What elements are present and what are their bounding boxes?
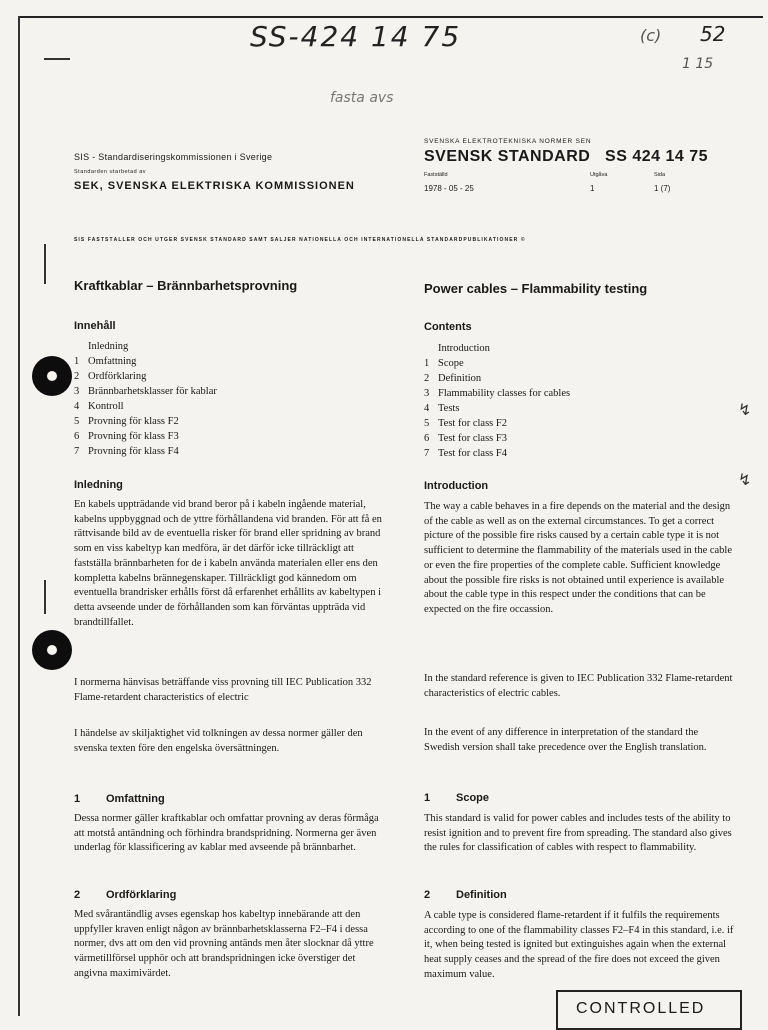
section-1-heading-swedish: 1 Omfattning: [74, 793, 165, 805]
precedence-text-swedish: I händelse av skiljaktighet vid tolkningen av dessa normer gäller den svenska texten före den engelska översättningen.: [74, 728, 363, 754]
header-prepared-by-label: Standarden utarbetad av: [74, 169, 147, 175]
toc-swedish: [74, 339, 217, 459]
page-border-left: [18, 16, 20, 1016]
meta-label-edition: Utgåva: [590, 172, 608, 178]
reference-text-swedish: I normerna hänvisas beträffande viss provning till IEC Publication 332 Flame-retardent characteristics of electric: [74, 677, 372, 703]
intro-text-english: The way a cable behaves in a fire depends on the material and the design of the cable as well as on the external circumstances. To get a correct picture of the possible fire risks caused by a certain cable type it is not sufficient to determine the flammability of the materials used in the cable or even the fire properties of the complete cable. Sufficient knowledge about the possible fire risks is not obtained until experience is available about the cable type in this respect under the conditions that can be expected on the fire occassion.: [424, 501, 732, 615]
precedence-text-english: In the event of any difference in interpretation of the standard the Swedish version shall take precedence over the English translation.: [424, 727, 707, 753]
contents-heading-english: Contents: [424, 321, 472, 333]
toc-item: 6 Provning för klass F3: [74, 431, 179, 442]
standard-number: SS 424 14 75: [605, 148, 708, 165]
handwritten-marks: 1 15: [682, 56, 714, 72]
meta-label-date: Fastställd: [424, 172, 448, 178]
section-1-heading-english: 1 Scope: [424, 792, 490, 804]
section-2-text-swedish: Med svårantändlig avses egenskap hos kabeltyp innebärande att den uppfyller kraven enligt någon av brännbarhetsklasserna F2–F4 i dessa normer, dvs att om den vid provning antänds men åter slocknar då yttre värmetillförsel upphör och att brandspridningen icke överstiger det angivna maximivärdet.: [74, 909, 374, 979]
meta-page: 1 (7): [654, 184, 671, 193]
meta-date: 1978 - 05 - 25: [424, 184, 474, 193]
header-sek: SEK, SVENSKA ELEKTRISKA KOMMISSIONEN: [74, 180, 355, 192]
toc-item: 5 Test for class F2: [424, 418, 507, 429]
header-left: [74, 152, 404, 192]
section-1-text-swedish: Dessa normer gäller kraftkablar och omfattar provning av deras förmåga att motstå antändning och förhindra brandspridning. Normerna ger även underlag för klassificering av kablar med avseende på brännbarhet.: [74, 813, 379, 854]
toc-item: Introduction: [438, 343, 490, 354]
margin-scan-mark: ↯: [738, 400, 752, 419]
handwritten-scribble: fasta avs: [330, 90, 394, 106]
section-1-text-english: This standard is valid for power cables and includes tests of the ability to resist ignition and to prevent fire from spreading. The standard also gives the rules for classification of cables with respect to flammability.: [424, 813, 732, 854]
meta-label-page: Sida: [654, 172, 666, 178]
toc-english: [424, 341, 570, 461]
punch-hole-lower: [32, 630, 72, 670]
toc-item: 4 Tests: [424, 403, 460, 414]
toc-item: 3 Flammability classes for cables: [424, 388, 571, 399]
section-2-heading-swedish: 2 Ordförklaring: [74, 889, 177, 901]
margin-dash: [44, 58, 70, 60]
intro-heading-swedish: Inledning: [74, 479, 123, 491]
header-commission: SIS - Standardiseringskommissionen i Sverige: [74, 152, 273, 162]
toc-item: 6 Test for class F3: [424, 433, 507, 444]
toc-item: 1 Scope: [424, 358, 464, 369]
standard-meta: [424, 172, 744, 193]
toc-item: 5 Provning för klass F2: [74, 416, 179, 427]
title-swedish: Kraftkablar – Brännbarhetsprovning: [74, 278, 298, 293]
toc-item: 4 Kontroll: [74, 401, 124, 412]
margin-tick: [44, 244, 46, 284]
page-border-top: [18, 16, 763, 18]
reference-text-english: In the standard reference is given to IEC Publication 332 Flame-retardent characteristics of electric cables.: [424, 673, 733, 699]
toc-item: 7 Test for class F4: [424, 448, 507, 459]
standard-title-row: [424, 148, 708, 166]
toc-item: 2 Definition: [424, 373, 482, 384]
margin-scan-mark: ↯: [738, 470, 752, 489]
controlled-stamp: CONTROLLED: [556, 990, 742, 1030]
punch-hole-upper: [32, 356, 72, 396]
handwritten-corner-mark: (c): [640, 26, 662, 45]
intro-heading-english: Introduction: [424, 480, 489, 492]
toc-item: 1 Omfattning: [74, 356, 137, 367]
toc-item: Inledning: [88, 341, 129, 352]
toc-item: 3 Brännbarhetsklasser för kablar: [74, 386, 217, 397]
margin-tick: [44, 580, 46, 614]
contents-heading-swedish: Innehåll: [74, 320, 116, 332]
header-org: SVENSKA ELEKTROTEKNISKA NORMER SEN: [424, 138, 592, 145]
section-2-text-english: A cable type is considered flame-retardent if it fulfils the requirements according to one of the flammability classes F2–F4 in this standard, i.e. if it, when being tested is ignited but extinguishes again when the external heat supply ceases and the spread of the fire does not exceed the given maximum value.: [424, 910, 734, 980]
intro-text-swedish: En kabels uppträdande vid brand beror på i kabeln ingående material, kabelns uppbyggnad och de yttre förhållandena vid branden. För att få en rättvisande bild av de eventuella risker för brand eller spridning av brand som en viss kabeltyp kan medföra, är det därför icke tillräckligt att fastställa brännbarheten for de i kabeln använda materialen eller ens den kompletta kabelns brännegenskaper. Tillräckligt god kännedom om eventuella brandrisker erhålls först då erfarenhet erhållits av kabeltypen i detta avseende under de förhållanden som kan förväntas uppträda vid brandtillfallet.: [74, 499, 382, 628]
standard-title: SVENSK STANDARD: [424, 148, 591, 165]
meta-edition: 1: [590, 184, 595, 193]
publisher-slogan: SIS FASTSTÄLLER OCH UTGER SVENSK STANDARD SAMT SÄLJER NATIONELLA OCH INTERNATIONELLA STANDARDPUBLIKATIONER ©: [74, 237, 526, 243]
toc-item: 7 Provning för klass F4: [74, 446, 179, 457]
handwritten-reference: SS-424 14 75: [250, 20, 462, 53]
section-2-heading-english: 2 Definition: [424, 889, 507, 901]
header-right: [424, 138, 744, 193]
title-english: Power cables – Flammability testing: [424, 281, 648, 296]
handwritten-page-number: 52: [700, 22, 726, 46]
toc-item: 2 Ordförklaring: [74, 371, 147, 382]
